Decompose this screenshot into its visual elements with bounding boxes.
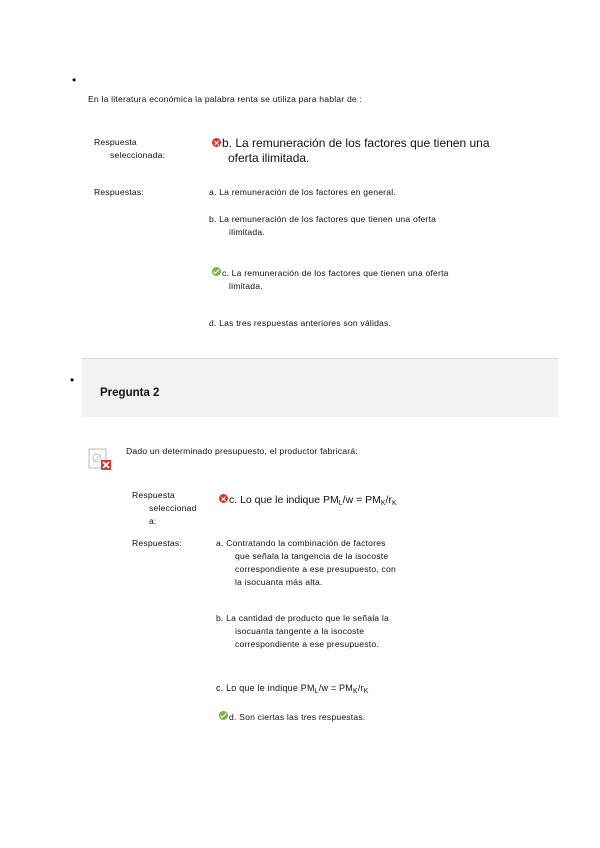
q2-answers-label: Respuestas: (132, 538, 182, 548)
correct-icon (212, 267, 221, 276)
incorrect-icon (212, 138, 221, 147)
q1-selected-label: Respuesta seleccionada: (94, 137, 166, 160)
q2-selected-answer: c. Lo que le indique $PM_L/w = PM_K/r_K$ (219, 493, 397, 511)
q1-option-b: b. La remuneración de los factores que tienen una oferta ilimitada. (209, 214, 437, 237)
correct-icon (219, 711, 228, 720)
q2-bullet: • (70, 373, 75, 387)
incorrect-icon (219, 494, 228, 503)
q1-option-a: a. La remuneración de los factores en general. (209, 187, 396, 197)
q2-title: Pregunta 2 (100, 387, 160, 399)
q1-bullet: • (72, 73, 77, 87)
q2-option-d: d. Son ciertas las tres respuestas. (219, 711, 365, 724)
q2-selected-label: Respuesta seleccionad a: (132, 490, 197, 526)
q2-question-text: Dado un determinado presupuesto, el productor fabricará: (126, 446, 358, 456)
q1-selected-answer: b. La remuneración de los factores que tienen una oferta ilimitada. (212, 136, 490, 166)
q1-question-text: En la literatura económica la palabra renta se utiliza para hablar de : (88, 94, 363, 104)
incorrect-question-icon (88, 446, 112, 472)
q2-option-a: a. Contratando la combinación de factores que señala la tangencia de la isocoste correspondiente a ese presupuesto, con la isocuanta más alta. (216, 538, 396, 587)
q2-option-c: c. Lo que le indique $PM_L/w = PM_K/r_K$ (216, 683, 369, 695)
q2-option-b: b. La cantidad de producto que le señala la isocuanta tangente a la isocoste correspondiente a ese presupuesto. (216, 613, 389, 649)
q1-option-d: d. Las tres respuestas anteriores son válidas. (209, 318, 392, 328)
q1-answers-label: Respuestas: (94, 187, 144, 197)
q2-header (70, 358, 558, 417)
q1-option-c: c. La remuneración de los factores que tienen una oferta limitada. (212, 267, 474, 293)
